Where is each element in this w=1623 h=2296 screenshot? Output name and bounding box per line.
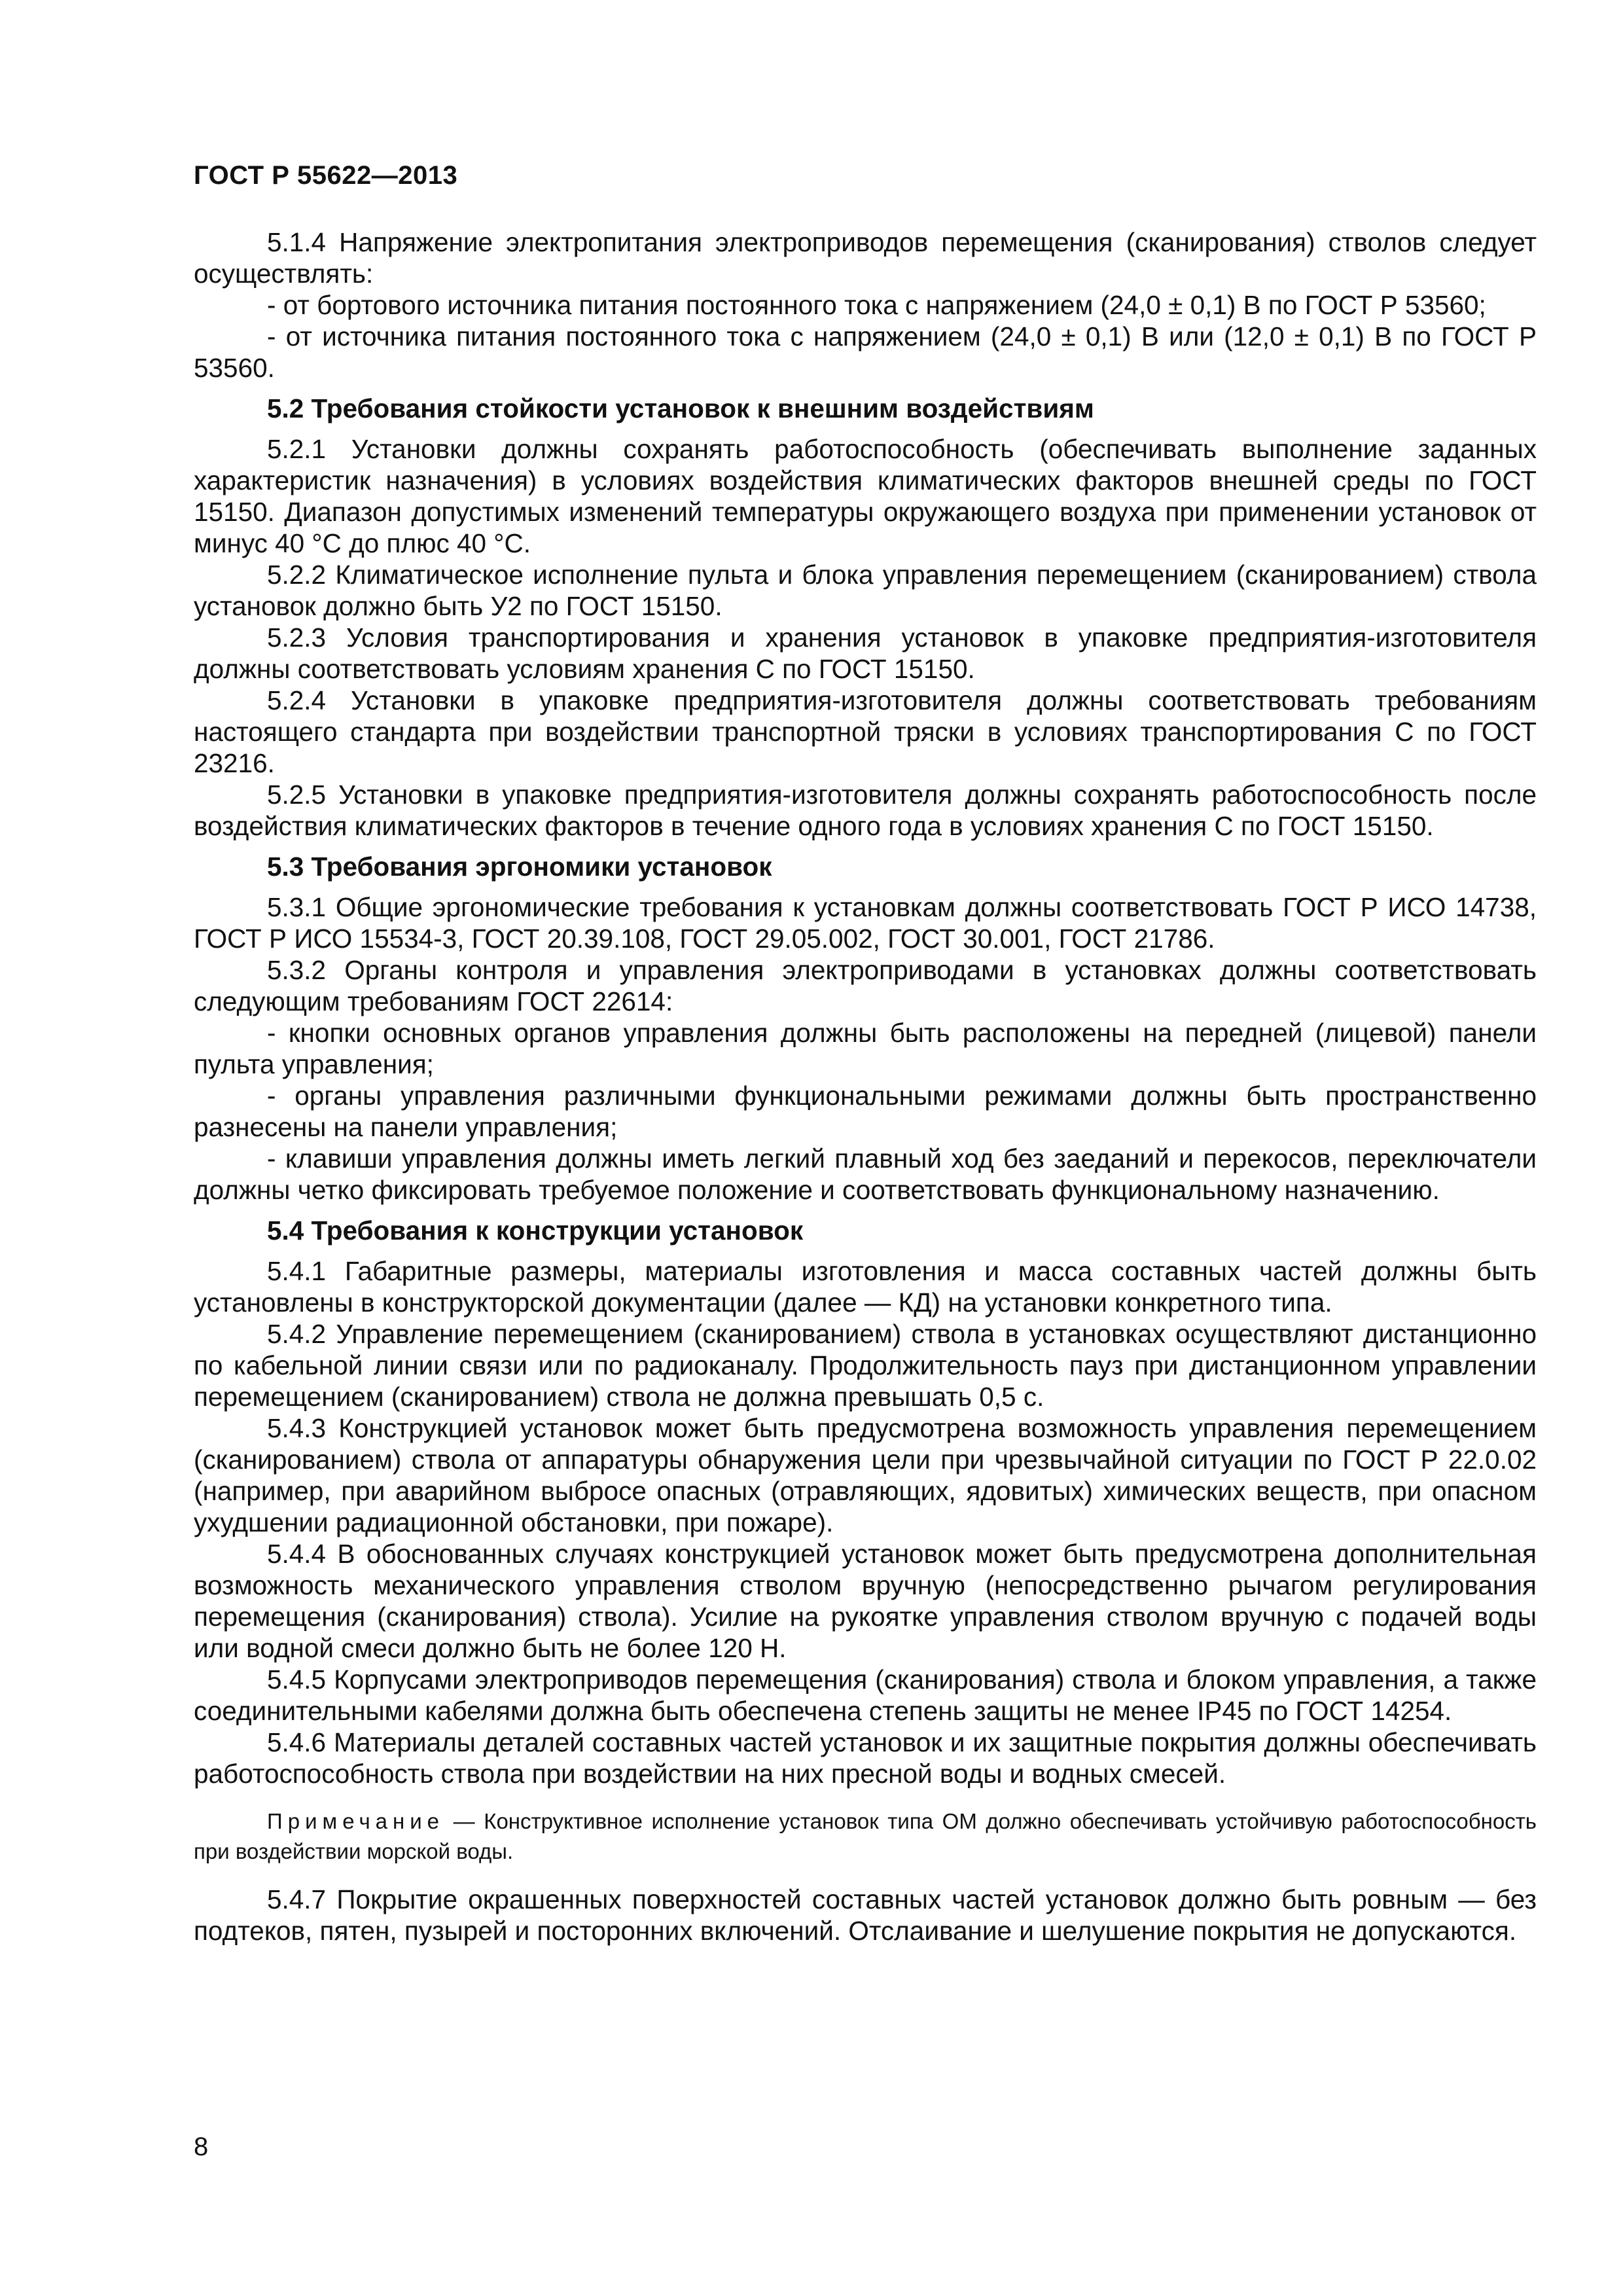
page-number: 8: [194, 2132, 209, 2161]
paragraph-5-3-1: 5.3.1 Общие эргономические требования к установкам должны соответствовать ГОСТ Р ИСО 14738, ГОСТ Р ИСО 15534-3, ГОСТ 20.39.108, ГОСТ 29.05.002, ГОСТ 30.001, ГОСТ 21786.: [194, 892, 1537, 954]
section-heading-5-2: 5.2 Требования стойкости установок к внешним воздействиям: [267, 393, 1094, 423]
paragraph-5-4-3: 5.4.3 Конструкцией установок может быть предусмотрена возможность управления перемещением (сканированием) ствола от аппаратуры обнаружения цели при чрезвычайной ситуации по ГОСТ Р 22.0.02 (например, при аварийном выбросе опасных (отравляющих, ядовитых) химических веществ, при опасном ухудшении радиационной обстановки, при пожаре).: [194, 1413, 1537, 1537]
document-page: [194, 0, 1537, 2296]
note: [194, 1806, 1537, 1867]
paragraph-5-1-4: 5.1.4 Напряжение электропитания электроприводов перемещения (сканирования) стволов следует осуществлять:: [194, 227, 1537, 289]
paragraph-5-4-5: 5.4.5 Корпусами электроприводов перемещения (сканирования) ствола и блоком управления, а также соединительными кабелями должна быть обеспечена степень защиты не менее IP45 по ГОСТ 14254.: [194, 1664, 1537, 1726]
paragraph-5-2-1: 5.2.1 Установки должны сохранять работоспособность (обеспечивать выполнение заданных характеристик назначения) в условиях воздействия климатических факторов внешней среды по ГОСТ 15150. Диапазон допустимых изменений температуры окружающего воздуха при применении установок от минус 40 °С до плюс 40 °С.: [194, 434, 1537, 558]
note-text: — Конструктивное исполнение установок типа ОМ должно обеспечивать устойчивую работоспособность при воздействии морской воды.: [194, 1809, 1537, 1863]
list-item: - органы управления различными функциональными режимами должны быть пространственно разнесены на панели управления;: [194, 1081, 1537, 1142]
paragraph-5-4-6: 5.4.6 Материалы деталей составных частей установок и их защитные покрытия должны обеспечивать работоспособность ствола при воздействии на них пресной воды и водных смесей.: [194, 1727, 1537, 1789]
note-label: Примечание: [267, 1809, 445, 1833]
list-item: - клавиши управления должны иметь легкий плавный ход без заеданий и перекосов, переключатели должны четко фиксировать требуемое положение и соответствовать функциональному назначению.: [194, 1143, 1537, 1205]
paragraph-5-2-3: 5.2.3 Условия транспортирования и хранения установок в упаковке предприятия-изготовителя должны соответствовать условиям хранения С по ГОСТ 15150.: [194, 622, 1537, 684]
document-header: ГОСТ Р 55622—2013: [194, 161, 458, 190]
list-item: - от бортового источника питания постоянного тока с напряжением (24,0 ± 0,1) В по ГОСТ Р 53560;: [267, 290, 1486, 320]
paragraph-5-4-2: 5.4.2 Управление перемещением (сканированием) ствола в установках осуществляют дистанционно по кабельной линии связи или по радиоканалу. Продолжительность пауз при дистанционном управлении перемещением (сканированием) ствола не должна превышать 0,5 с.: [194, 1319, 1537, 1412]
paragraph-5-2-5: 5.2.5 Установки в упаковке предприятия-изготовителя должны сохранять работоспособность после воздействия климатических факторов в течение одного года в условиях хранения С по ГОСТ 15150.: [194, 780, 1537, 841]
section-heading-5-4: 5.4 Требования к конструкции установок: [267, 1215, 804, 1246]
paragraph-5-4-4: 5.4.4 В обоснованных случаях конструкцией установок может быть предусмотрена дополнительная возможность механического управления стволом вручную (непосредственно рычагом регулирования перемещения (сканирования) ствола). Усилие на рукоятке управления стволом вручную с подачей воды или водной смеси должно быть не более 120 Н.: [194, 1539, 1537, 1663]
paragraph-5-2-4: 5.2.4 Установки в упаковке предприятия-изготовителя должны соответствовать требованиям настоящего стандарта при воздействии транспортной тряски в условиях транспортирования С по ГОСТ 23216.: [194, 685, 1537, 778]
section-heading-5-3: 5.3 Требования эргономики установок: [267, 852, 772, 882]
paragraph-5-4-7: 5.4.7 Покрытие окрашенных поверхностей составных частей установок должно быть ровным — без подтеков, пятен, пузырей и посторонних включений. Отслаивание и шелушение покрытия не допускаются.: [194, 1884, 1537, 1946]
paragraph-5-3-2: 5.3.2 Органы контроля и управления электроприводами в установках должны соответствовать следующим требованиям ГОСТ 22614:: [194, 955, 1537, 1016]
list-item: - от источника питания постоянного тока с напряжением (24,0 ± 0,1) В или (12,0 ± 0,1) В по ГОСТ Р 53560.: [194, 321, 1537, 383]
list-item: - кнопки основных органов управления должны быть расположены на передней (лицевой) панели пульта управления;: [194, 1018, 1537, 1079]
document-body: [194, 226, 1537, 1946]
paragraph-5-4-1: 5.4.1 Габаритные размеры, материалы изготовления и масса составных частей должны быть установлены в конструкторской документации (далее — КД) на установки конкретного типа.: [194, 1256, 1537, 1318]
paragraph-5-2-2: 5.2.2 Климатическое исполнение пульта и блока управления перемещением (сканированием) ствола установок должно быть У2 по ГОСТ 15150.: [194, 560, 1537, 621]
